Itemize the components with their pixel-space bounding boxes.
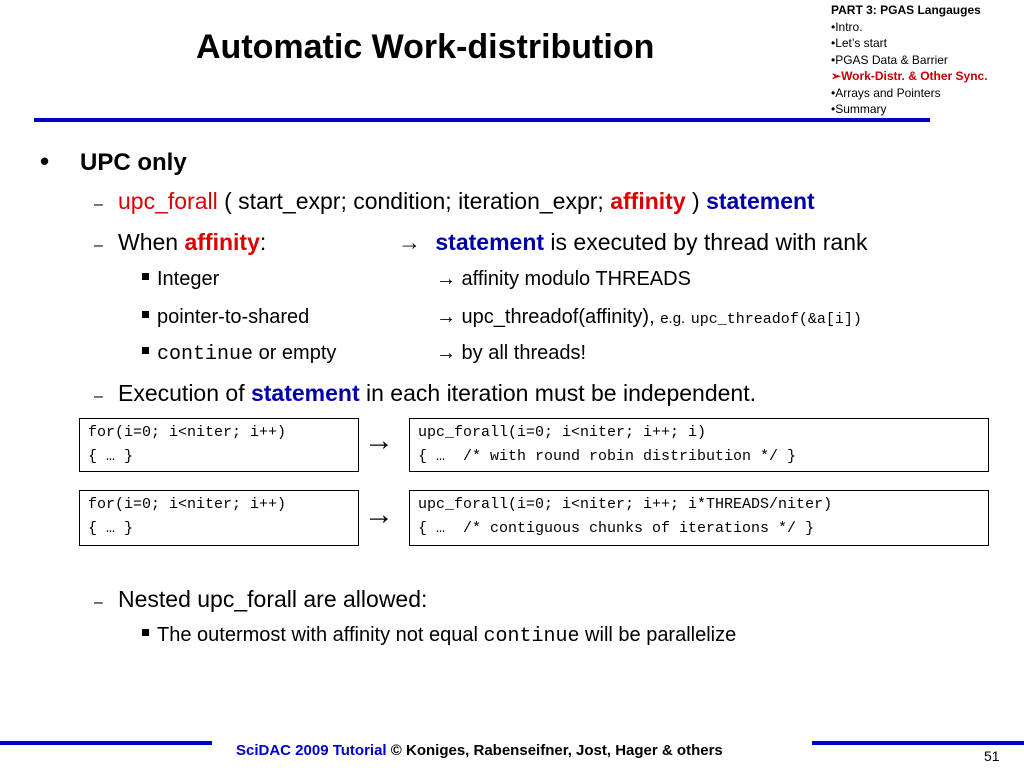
dash-icon: –	[94, 388, 103, 405]
nested-line	[94, 586, 427, 613]
dash-icon: –	[94, 237, 103, 254]
right-arrow-icon: →	[436, 268, 456, 290]
continue-code: continue	[157, 343, 254, 366]
case-continue-result	[436, 342, 586, 365]
when-text: When	[118, 229, 185, 255]
execution-text: Execution of	[118, 380, 251, 406]
execution-line	[94, 380, 756, 407]
outermost-text-rest: will be parallelize	[579, 624, 737, 646]
dash-icon: –	[94, 196, 103, 213]
toc-item-summary: • Summary	[831, 101, 988, 118]
footer-rule-left	[0, 741, 212, 745]
forall-close: )	[685, 188, 707, 214]
code-box-forall-chunks: upc_forall(i=0; i<niter; i++; i*THREADS/niter) { … /* contiguous chunks of iterations */ }	[409, 490, 989, 546]
case-integer-result	[436, 268, 691, 291]
toc-heading: PART 3: PGAS Langauges	[831, 3, 981, 17]
page-number: 51	[984, 748, 1000, 764]
affinity-keyword: affinity	[184, 229, 260, 255]
footer-authors: © Koniges, Rabenseifner, Jost, Hager & others	[386, 742, 723, 759]
code-box-sequential-2: for(i=0; i<niter; i++) { … }	[79, 490, 359, 546]
eg-text: e.g.	[660, 310, 686, 327]
code-box-forall-round-robin: upc_forall(i=0; i<niter; i++; i) { … /* with round robin distribution */ }	[409, 418, 989, 472]
forall-params: ( start_expr; condition; iteration_expr;	[217, 188, 611, 214]
when-result	[398, 229, 868, 256]
affinity-keyword: affinity	[610, 188, 686, 214]
case-result: by all threads!	[456, 342, 587, 364]
bullet-upc-only	[40, 146, 187, 177]
case-label: Integer	[157, 268, 220, 290]
square-bullet-icon	[142, 347, 149, 354]
bullet-text: UPC only	[80, 149, 187, 176]
case-pointer-label	[142, 306, 309, 329]
square-bullet-icon	[142, 273, 149, 280]
toc-item-pgas-data: • PGAS Data & Barrier	[831, 52, 988, 69]
right-arrow-icon: →	[364, 424, 394, 457]
footer-credit	[236, 742, 723, 759]
nested-text: Nested upc_forall are allowed:	[118, 586, 428, 612]
square-bullet-icon	[142, 311, 149, 318]
toc-item-arrays: • Arrays and Pointers	[831, 85, 988, 102]
slide-title: Automatic Work-distribution	[196, 28, 655, 66]
statement-keyword: statement	[250, 380, 360, 406]
dash-icon: –	[94, 594, 103, 611]
case-integer-label	[142, 268, 219, 291]
toc-item-intro: • Intro.	[831, 19, 988, 36]
code-box-sequential-1: for(i=0; i<niter; i++) { … }	[79, 418, 359, 472]
forall-keyword: upc_forall	[118, 188, 218, 214]
case-continue-label	[142, 342, 336, 366]
continue-code: continue	[483, 625, 580, 648]
section-toc	[831, 2, 988, 118]
square-bullet-icon	[142, 629, 149, 636]
case-label: or empty	[253, 342, 337, 364]
statement-keyword: statement	[435, 229, 545, 255]
outermost-line	[142, 624, 736, 648]
right-arrow-icon: →	[398, 229, 421, 255]
title-divider	[34, 118, 930, 122]
code-snippet: upc_threadof(&a[i])	[690, 311, 862, 328]
case-pointer-result	[436, 306, 862, 329]
execution-text-rest: in each iteration must be independent.	[359, 380, 757, 406]
outermost-text: The outermost with affinity not equal	[157, 624, 484, 646]
right-arrow-icon: →	[364, 498, 394, 531]
toc-item-work-distr-active: ➢ Work-Distr. & Other Sync.	[831, 68, 988, 85]
forall-syntax-line	[94, 188, 815, 215]
right-arrow-icon: →	[436, 306, 456, 328]
colon-text: :	[259, 229, 267, 255]
case-result: affinity modulo THREADS	[456, 268, 691, 290]
case-label: pointer-to-shared	[157, 306, 310, 328]
statement-keyword: statement	[706, 188, 815, 214]
footer-tutorial: SciDAC 2009 Tutorial	[236, 742, 387, 759]
when-result-text: is executed by thread with rank	[544, 229, 868, 255]
case-result: upc_threadof(affinity),	[456, 306, 661, 328]
footer-rule-right	[812, 741, 1024, 745]
right-arrow-icon: →	[436, 342, 456, 364]
when-affinity-line	[94, 229, 266, 256]
toc-item-lets-start: • Let’s start	[831, 35, 988, 52]
bullet-dot-icon: •	[40, 146, 50, 176]
